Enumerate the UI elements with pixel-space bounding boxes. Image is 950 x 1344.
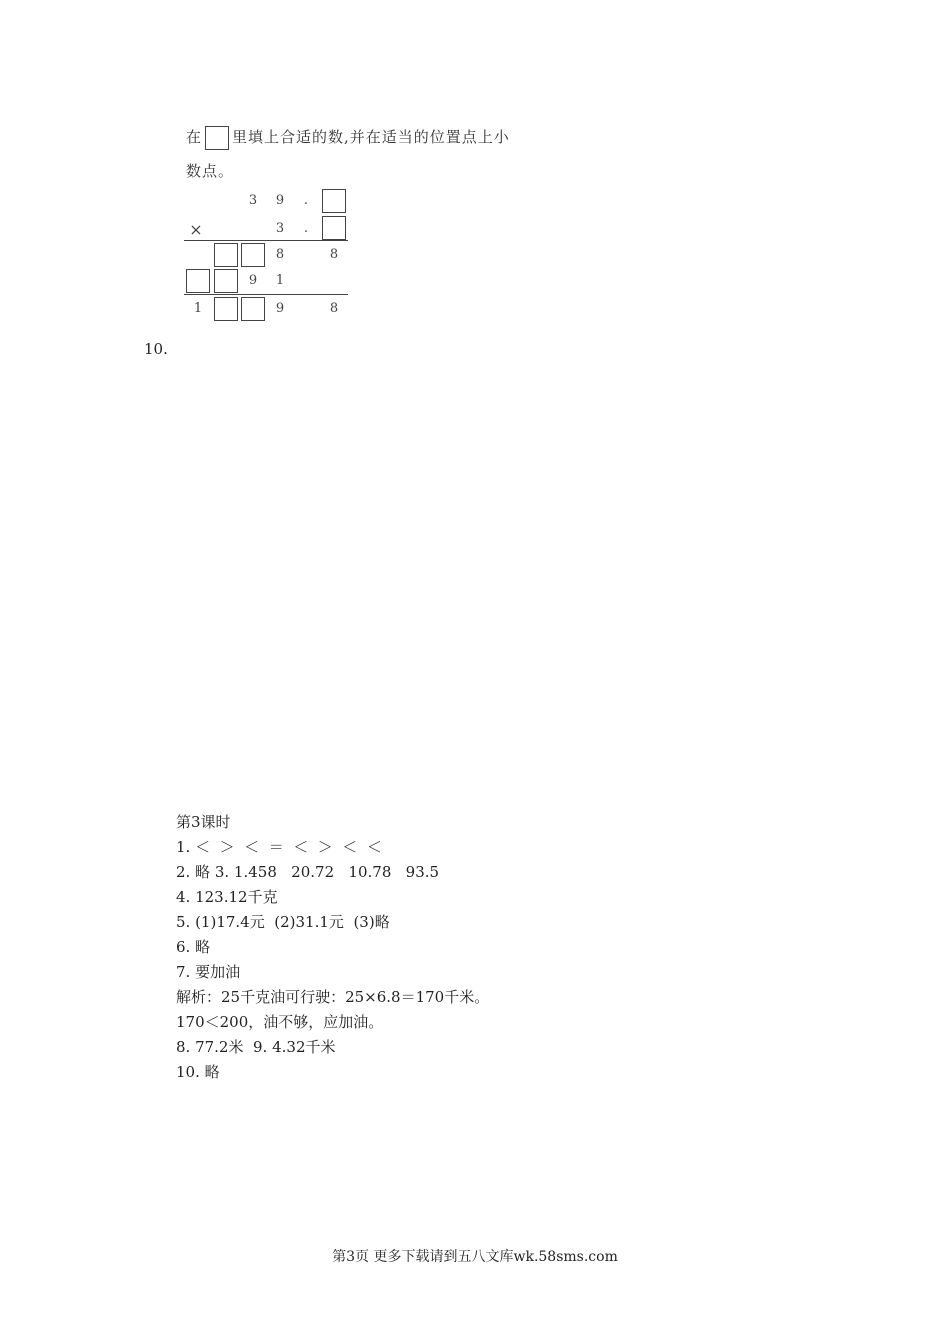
row3-digit: 8 — [329, 247, 339, 262]
page-footer: 第3页 更多下载请到五八文库wk.58sms.com — [332, 1249, 618, 1265]
row5-digit: 8 — [329, 301, 339, 316]
answers-section — [176, 810, 489, 1085]
answer-box[interactable] — [322, 216, 346, 240]
question-line2: 数点。 — [186, 162, 235, 180]
row1-digit: 9 — [275, 193, 285, 208]
divider-line — [184, 294, 348, 295]
question-text-start: 在 — [186, 128, 203, 146]
divider-line — [184, 240, 348, 241]
question-text-end: 里填上合适的数,并在适当的位置点上小 — [232, 128, 510, 146]
question-number: 10. — [144, 340, 168, 358]
answers-heading: 第3课时 — [176, 813, 231, 831]
row5-digit: 1 — [193, 301, 203, 316]
answer-box[interactable] — [241, 297, 265, 321]
answer-line: 6. 略 — [176, 938, 211, 956]
row2-point: . — [303, 221, 309, 236]
row4-digit: 1 — [275, 273, 285, 288]
answer-line: 170＜200，油不够，应加油。 — [176, 1013, 384, 1031]
blank-box-icon — [205, 126, 229, 150]
row3-digit: 8 — [275, 247, 285, 262]
row4-digit: 9 — [248, 273, 258, 288]
answer-line: 7. 要加油 — [176, 963, 241, 981]
row1-digit: 3 — [248, 193, 258, 208]
answer-box[interactable] — [214, 243, 238, 267]
question-line1 — [186, 126, 510, 150]
answer-line: 5. (1)17.4元 (2)31.1元 (3)略 — [176, 913, 390, 931]
answer-line: 4. 123.12千克 — [176, 888, 278, 906]
row5-digit: 9 — [275, 301, 285, 316]
answer-line: 1. ＜ ＞ ＜ ＝ ＜ ＞ ＜ ＜ — [176, 838, 382, 856]
answer-box[interactable] — [214, 297, 238, 321]
answer-line: 10. 略 — [176, 1063, 220, 1081]
multiply-sign: × — [189, 220, 203, 239]
row1-point: . — [303, 193, 309, 208]
answer-box[interactable] — [186, 269, 210, 293]
answer-line: 8. 77.2米 9. 4.32千米 — [176, 1038, 336, 1056]
answer-line: 解析：25千克油可行驶：25×6.8＝170千米。 — [176, 988, 490, 1006]
answer-line: 2. 略 3. 1.458 20.72 10.78 93.5 — [176, 863, 440, 881]
row2-digit: 3 — [275, 221, 285, 236]
answer-box[interactable] — [241, 243, 265, 267]
answer-box[interactable] — [322, 189, 346, 213]
multiplication-figure — [180, 185, 355, 325]
answer-box[interactable] — [214, 269, 238, 293]
